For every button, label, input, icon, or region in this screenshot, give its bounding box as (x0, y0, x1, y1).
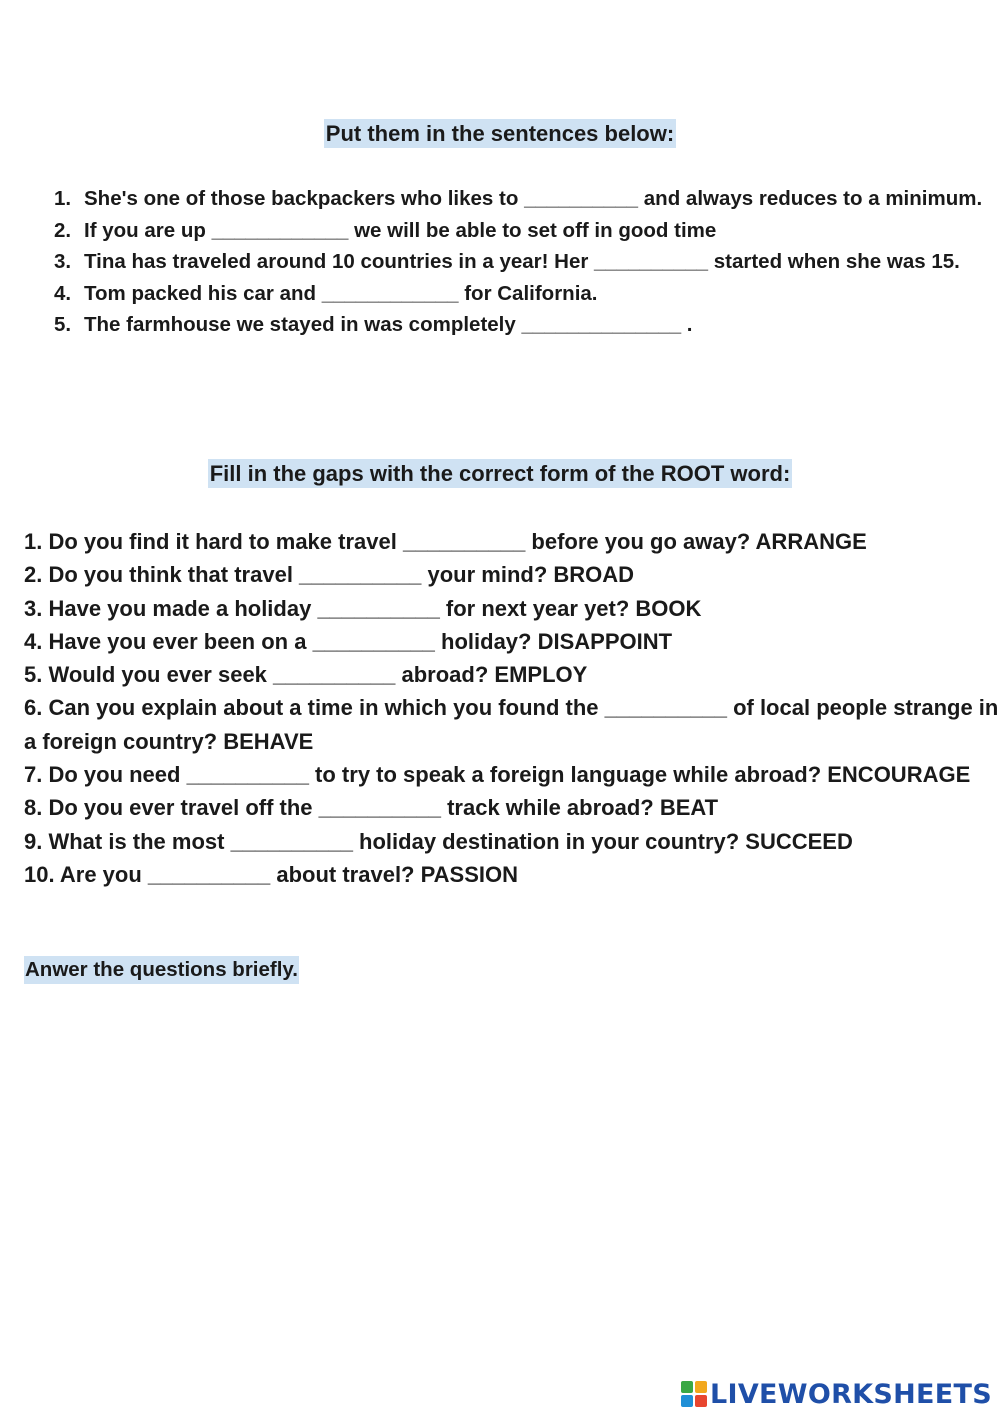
list-item: 4. Have you ever been on a __________ holiday? DISAPPOINT (24, 628, 673, 654)
item-text: If you are up ____________ we will be able to set off in good time (84, 218, 717, 242)
logo-mark-square (681, 1395, 693, 1407)
item-number: 2. (54, 218, 72, 242)
list-item (54, 183, 1000, 215)
section1-heading: Put them in the sentences below: (325, 121, 675, 146)
list-item: 5. Would you ever seek __________ abroad? EMPLOY (24, 662, 588, 688)
item-number: 5. (54, 313, 72, 336)
list-item (54, 309, 1000, 341)
logo-text: LIVEWORKSHEETS (709, 1378, 992, 1410)
item-text: The farmhouse we stayed in was completely ______________ . (84, 313, 693, 336)
item-number: 3. (54, 250, 72, 273)
item-number: 1. (54, 187, 72, 210)
section2-question-list (24, 525, 1000, 891)
list-item: 2. Do you think that travel __________ your mind? BROAD (24, 562, 635, 588)
list-item (54, 246, 1000, 278)
list-item: 3. Have you made a holiday __________ for next year yet? BOOK (24, 595, 702, 621)
list-item: 10. Are you __________ about travel? PASSION (24, 861, 519, 887)
item-text: Tom packed his car and ____________ for California. (84, 281, 598, 305)
section1-heading-wrap (0, 120, 1000, 148)
logo-mark-square (681, 1381, 693, 1393)
list-item (54, 215, 1000, 247)
item-text: Tina has traveled around 10 countries in a year! Her __________ started when she was 15. (84, 250, 960, 273)
list-item: 8. Do you ever travel off the __________ track while abroad? BEAT (24, 795, 719, 821)
list-item: 9. What is the most __________ holiday destination in your country? SUCCEED (24, 828, 853, 854)
section3-heading: Anwer the questions briefly. (24, 956, 299, 984)
section2-heading: Fill in the gaps with the correct form of the ROOT word: (209, 461, 791, 486)
logo-mark-icon (681, 1381, 707, 1407)
list-item: 7. Do you need __________ to try to speak a foreign language while abroad? ENCOURAGE (24, 762, 971, 788)
list-item: 1. Do you find it hard to make travel __________ before you go away? ARRANGE (24, 529, 867, 554)
section1-sentence-list (54, 183, 1000, 341)
logo-mark-square (695, 1395, 707, 1407)
list-item: 6. Can you explain about a time in which you found the __________ of local people strange in a foreign country? BEHAVE (24, 695, 999, 754)
liveworksheets-logo (681, 1376, 992, 1412)
section2-heading-wrap (0, 460, 1000, 488)
item-text: She's one of those backpackers who likes to __________ and always reduces to a minimum. (84, 187, 983, 210)
logo-mark-square (695, 1381, 707, 1393)
item-number: 4. (54, 281, 72, 305)
list-item (54, 278, 1000, 310)
